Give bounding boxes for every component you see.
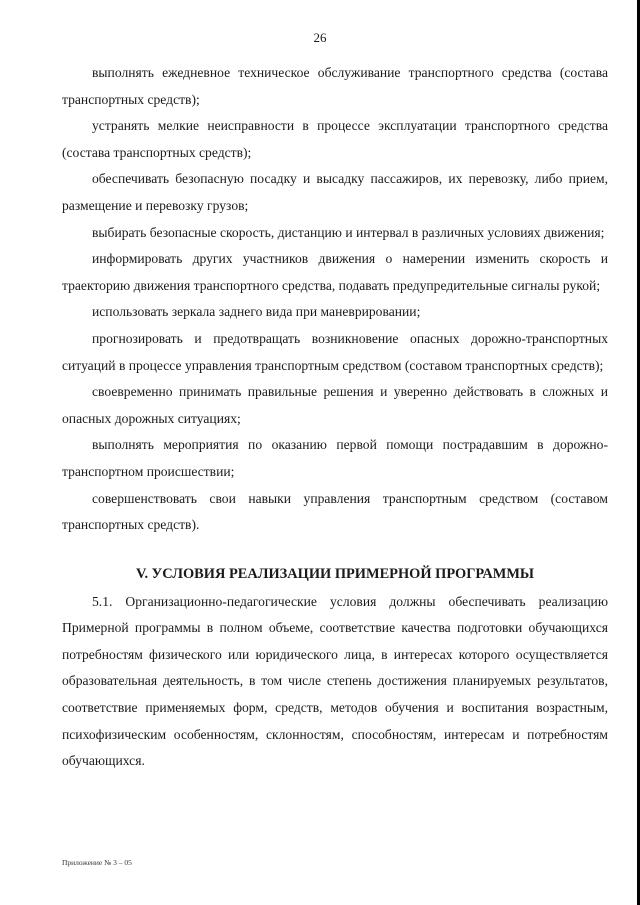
list-item: совершенствовать свои навыки управления транспортным средством (составом транспортных средств). bbox=[62, 490, 608, 533]
section-heading: V. УСЛОВИЯ РЕАЛИЗАЦИИ ПРИМЕРНОЙ ПРОГРАММЫ bbox=[135, 565, 535, 582]
list-item: использовать зеркала заднего вида при маневрировании; bbox=[92, 304, 421, 320]
list-item: своевременно принимать правильные решения и уверенно действовать в сложных и опасных дорожных ситуациях; bbox=[62, 384, 608, 426]
page-footer: Приложение № 3 – 05 bbox=[62, 858, 132, 867]
section-paragraph: 5.1. Организационно-педагогические условия должны обеспечивать реализацию Примерной программы в полном объеме, соответствие качества подготовки обучающихся потребностям физического или юридического лица, в интересах которого осуществляется образовательная деятельность, в том числе степень достижения планируемых результатов, соответствие применяемых форм, средств, методов обучения и воспитания возрастным, психофизическим особенностям, склонностям, способностям, интересам и потребностям обучающихся. bbox=[62, 593, 608, 769]
list-item: прогнозировать и предотвращать возникновение опасных дорожно-транспортных ситуаций в процессе управления транспортным средством (составом транспортных средств); bbox=[62, 330, 608, 373]
document-body bbox=[62, 60, 608, 775]
list-item: выполнять мероприятия по оказанию первой помощи пострадавшим в дорожно-транспортном происшествии; bbox=[62, 437, 608, 479]
page-number: 26 bbox=[313, 30, 327, 45]
list-item: устранять мелкие неисправности в процессе эксплуатации транспортного средства (состава транспортных средств); bbox=[62, 118, 608, 160]
list-item: выполнять ежедневное техническое обслуживание транспортного средства (состава транспортных средств); bbox=[62, 65, 608, 107]
list-item: информировать других участников движения о намерении изменить скорость и траекторию движения транспортного средства, подавать предупредительные сигналы рукой; bbox=[62, 251, 608, 293]
list-item: обеспечивать безопасную посадку и высадку пассажиров, их перевозку, либо прием, размещение и перевозку грузов; bbox=[62, 171, 608, 213]
list-item: выбирать безопасные скорость, дистанцию и интервал в различных условиях движения; bbox=[92, 224, 605, 240]
